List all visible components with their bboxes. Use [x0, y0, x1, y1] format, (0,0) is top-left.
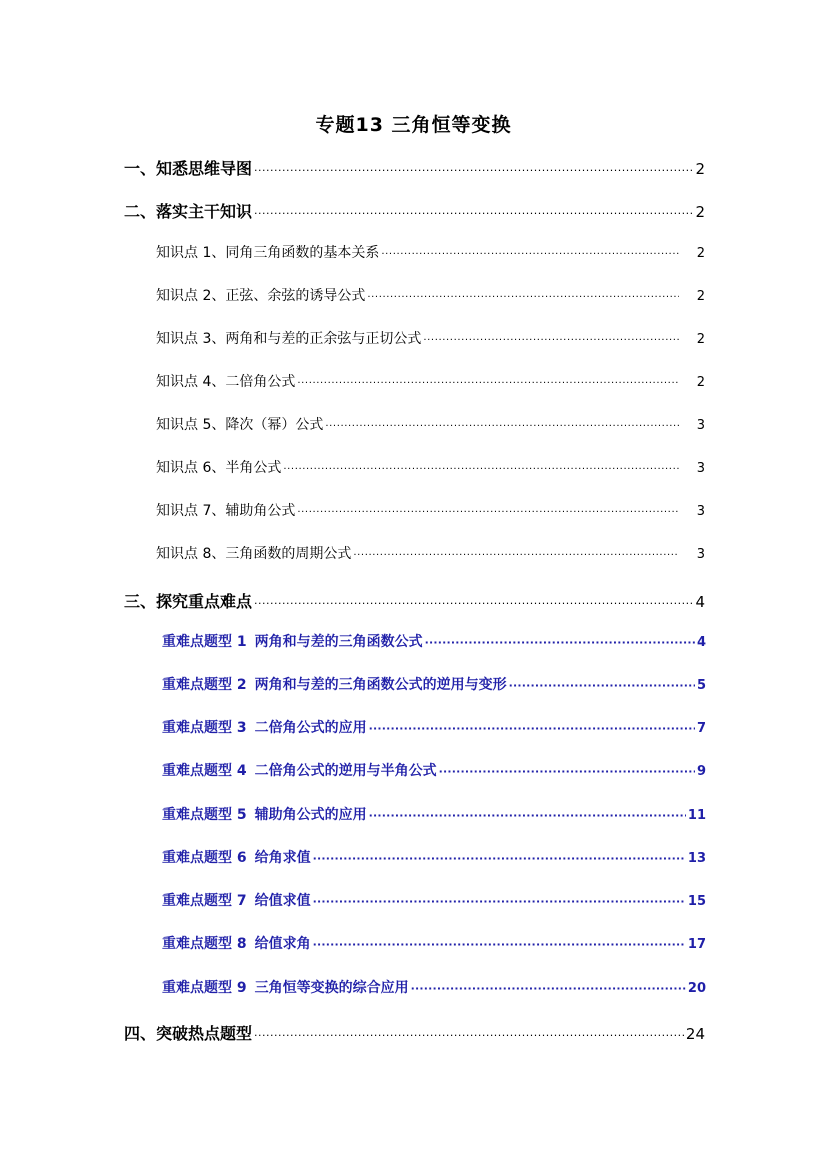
- toc-entry-label: 知识点 5、降次（幂）公式: [156, 417, 324, 433]
- toc-page-number: 17: [687, 937, 706, 952]
- toc-type-number: 重难点题型 3: [162, 720, 247, 736]
- toc-question-type-1[interactable]: [162, 631, 706, 653]
- toc-question-type-5[interactable]: [162, 804, 706, 826]
- toc-page-number: 3: [696, 461, 705, 476]
- toc-question-type-8[interactable]: [162, 933, 706, 955]
- toc-knowledge-point-5[interactable]: [156, 414, 705, 436]
- toc-entry-label: 给角求值: [254, 850, 311, 866]
- toc-entry-label: 知识点 2、正弦、余弦的诱导公式: [156, 288, 366, 304]
- toc-question-type-9[interactable]: [162, 977, 706, 999]
- dot-leader: [369, 722, 695, 735]
- toc-page-number: 15: [687, 894, 706, 909]
- toc-entry-label: 知识点 3、两角和与差的正余弦与正切公式: [156, 331, 422, 347]
- toc-knowledge-point-7[interactable]: [156, 500, 705, 522]
- dot-leader: [254, 1029, 684, 1042]
- toc-question-type-3[interactable]: [162, 717, 706, 739]
- toc-section-4[interactable]: [124, 1021, 705, 1045]
- toc-question-type-6[interactable]: [162, 847, 706, 869]
- toc-page-number: 4: [695, 593, 705, 611]
- dot-leader: [425, 636, 695, 649]
- dot-leader: [283, 464, 678, 475]
- toc-page-number: 2: [696, 289, 705, 304]
- toc-entry-label: 给值求值: [254, 893, 311, 909]
- toc-entry-label: 二倍角公式的逆用与半角公式: [254, 763, 437, 779]
- toc-page-number: 3: [696, 547, 705, 562]
- toc-page-number: 4: [696, 635, 706, 650]
- toc-entry-label: 三角恒等变换的综合应用: [254, 980, 409, 996]
- toc-knowledge-point-6[interactable]: [156, 457, 705, 479]
- toc-page-number: 3: [696, 504, 705, 519]
- dot-leader: [313, 852, 686, 865]
- page-title: 专题13 三角恒等变换: [315, 114, 512, 136]
- toc-knowledge-point-1[interactable]: [156, 242, 705, 264]
- toc-type-number: 重难点题型 6: [162, 850, 247, 866]
- toc-entry-label: 知识点 4、二倍角公式: [156, 374, 296, 390]
- toc-section-label: 二、落实主干知识: [124, 202, 253, 221]
- toc-page-number: 7: [696, 721, 706, 736]
- dot-leader: [254, 164, 693, 177]
- toc-knowledge-point-4[interactable]: [156, 371, 705, 393]
- toc-section-1[interactable]: [124, 156, 705, 180]
- toc-question-type-4[interactable]: [162, 760, 706, 782]
- toc-entry-label: 给值求角: [254, 936, 311, 952]
- toc-entry-label: 知识点 1、同角三角函数的基本关系: [156, 245, 380, 261]
- toc-page-number: 2: [696, 332, 705, 347]
- toc-type-number: 重难点题型 8: [162, 936, 247, 952]
- toc-knowledge-point-8[interactable]: [156, 543, 705, 565]
- toc-page-number: 2: [696, 246, 705, 261]
- toc-knowledge-point-3[interactable]: [156, 328, 705, 350]
- toc-type-number: 重难点题型 7: [162, 893, 247, 909]
- dot-leader: [369, 809, 686, 822]
- dot-leader: [254, 597, 693, 610]
- dot-leader: [509, 679, 695, 692]
- toc-page-number: 2: [696, 375, 705, 390]
- dot-leader: [313, 938, 686, 951]
- toc-entry-label: 两角和与差的三角函数公式的逆用与变形: [254, 677, 507, 693]
- toc-page-number: 11: [687, 808, 706, 823]
- toc-page-number: 3: [696, 418, 705, 433]
- toc-type-number: 重难点题型 2: [162, 677, 247, 693]
- dot-leader: [297, 378, 678, 389]
- toc-section-label: 四、突破热点题型: [124, 1024, 253, 1043]
- dot-leader: [381, 249, 678, 260]
- toc-section-label: 三、探究重点难点: [124, 592, 253, 611]
- toc-entry-label: 二倍角公式的应用: [254, 720, 367, 736]
- toc-entry-label: 两角和与差的三角函数公式: [254, 634, 423, 650]
- toc-section-label: 一、知悉思维导图: [124, 159, 253, 178]
- dot-leader: [325, 421, 678, 432]
- toc-page-number: 2: [695, 160, 705, 178]
- dot-leader: [353, 550, 678, 561]
- toc-entry-label: 知识点 6、半角公式: [156, 460, 282, 476]
- dot-leader: [439, 765, 695, 778]
- toc-page-number: 24: [685, 1025, 705, 1043]
- toc-knowledge-point-2[interactable]: [156, 285, 705, 307]
- dot-leader: [313, 895, 686, 908]
- dot-leader: [254, 207, 693, 220]
- toc-question-type-2[interactable]: [162, 674, 706, 696]
- toc-type-number: 重难点题型 1: [162, 634, 247, 650]
- toc-question-type-7[interactable]: [162, 890, 706, 912]
- toc-entry-label: 知识点 8、三角函数的周期公式: [156, 546, 352, 562]
- toc-type-number: 重难点题型 5: [162, 807, 247, 823]
- dot-leader: [411, 982, 686, 995]
- toc-entry-label: 知识点 7、辅助角公式: [156, 503, 296, 519]
- toc-page-number: 2: [695, 203, 705, 221]
- toc-page-number: 13: [687, 851, 706, 866]
- toc-section-3[interactable]: [124, 589, 705, 613]
- toc-page-number: 5: [696, 678, 706, 693]
- toc-type-number: 重难点题型 4: [162, 763, 247, 779]
- toc-entry-label: 辅助角公式的应用: [254, 807, 367, 823]
- toc-page-number: 9: [696, 764, 706, 779]
- dot-leader: [367, 292, 678, 303]
- dot-leader: [423, 335, 678, 346]
- dot-leader: [297, 507, 678, 518]
- toc-page-number: 20: [687, 981, 706, 996]
- toc-type-number: 重难点题型 9: [162, 980, 247, 996]
- toc-section-2[interactable]: [124, 199, 705, 223]
